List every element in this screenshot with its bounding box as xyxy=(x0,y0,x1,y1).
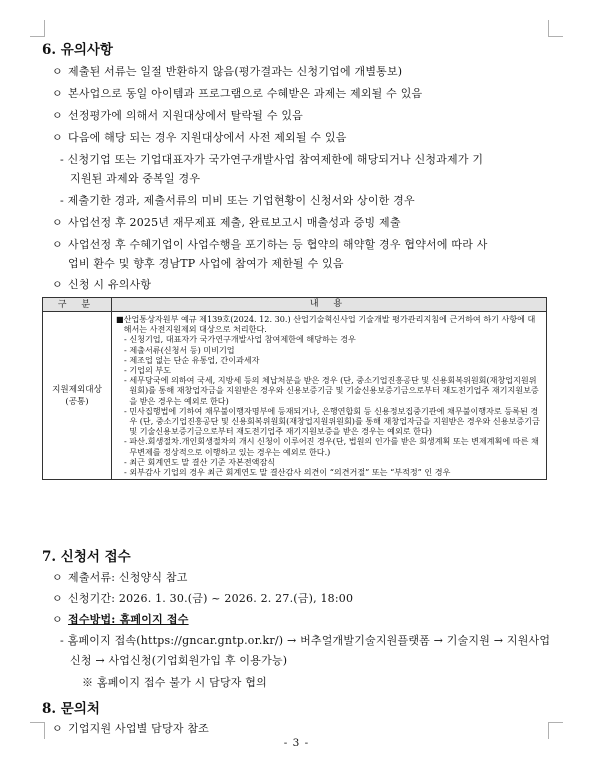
section-8-title: 8. 문의처 xyxy=(42,701,100,717)
bullet: ㅇ xyxy=(52,722,63,735)
content-cell xyxy=(112,312,547,480)
table-header-row xyxy=(43,298,547,312)
note: ※ 홈페이지 접수 불가 시 담당자 협의 xyxy=(82,676,267,689)
list-item: - 세무당국에 의하여 국세, 지방세 등의 체납처분을 받은 경우 (단, 중소기업진흥공단 및 신용회복위원회(재창업지원위원회)를 통해 재창업자금을 지원받은 경우와 신용보증기금 및 기술신용보증기금으로부터 재도전기업주 재기지원보증을 받은 경우는 예외로 한다) xyxy=(124,375,539,406)
bullet: ㅇ xyxy=(52,65,63,78)
list-item: ㅇ 제출된 서류는 일절 반환하지 않음(평가결과는 신청기업에 개별통보) xyxy=(52,65,403,78)
section-6-title: 6. 유의사항 xyxy=(42,42,113,58)
bullet: ㅇ xyxy=(52,87,63,100)
crop-mark-top-left xyxy=(30,20,45,37)
bullet: ㅇ xyxy=(52,278,63,291)
bullet: ㅇ xyxy=(52,238,63,251)
category-cell: 지원제외대상 (공통) xyxy=(43,312,112,480)
bullet: ㅇ xyxy=(52,131,63,144)
exclusion-table xyxy=(42,297,547,480)
bullet: ㅇ xyxy=(52,571,63,584)
list-item: - 기업의 부도 xyxy=(124,365,171,376)
square-bullet-icon: ■ xyxy=(116,314,124,324)
list-item: - 외부감사 기업의 경우 최근 회계연도 말 결산감사 의견이 “의견거절” 또는 “부적정” 인 경우 xyxy=(124,467,451,478)
list-item: ㅇ 사업선정 후 수혜기업이 사업수행을 포기하는 등 협약의 해약할 경우 협약서에 따라 사 xyxy=(52,238,488,251)
section-7-title: 7. 신청서 접수 xyxy=(42,549,131,565)
list-item: - 제출서류(신청서 등) 미비기업 xyxy=(124,344,235,355)
list-item-continuation: 업비 환수 및 향후 경남TP 사업에 참여가 제한될 수 있음 xyxy=(68,257,344,270)
bullet: ㅇ xyxy=(52,613,63,626)
list-item: - 신청기업, 대표자가 국가연구개발사업 참여제한에 해당하는 경우 xyxy=(124,334,356,345)
sub-item-continuation: 신청 → 사업신청(기업회원가입 후 이용가능) xyxy=(70,654,288,667)
list-item: - 민사집행법에 기하여 채무불이행자명부에 등재되거나, 은행연합회 등 신용정보집중기관에 채무불이행자로 등록된 경우 (단, 중소기업진흥공단 및 신용회복위원회(재창업지원위원회)를 통해 재창업자금을 지원받은 경우와 신용보증기금 및 기술신용보증기금으로부터 재도전기업주 재기지원보증을 받은 경우는 예외로 한다) xyxy=(124,405,540,437)
sub-item: - 홈페이지 접속(https://gncar.gntp.or.kr/) → 버추얼개발기술지원플랫폼 → 기술지원 → 지원사업 xyxy=(60,634,551,647)
list-item: ㅇ 선정평가에 의해서 지원대상에서 탈락될 수 있음 xyxy=(52,109,304,122)
bullet: ㅇ xyxy=(52,109,63,122)
sub-item: - 신청기업 또는 기업대표자가 국가연구개발사업 참여제한에 해당되거나 신청과제가 기 xyxy=(60,153,484,166)
crop-mark-top-right xyxy=(548,20,563,37)
table-row xyxy=(43,312,547,480)
intro-paragraph: ■ 산업통상자원부 예규 제139호(2024. 12. 30.) 산업기술혁신사업 기술개발 평가관리지침에 근거하여 하기 사항에 대해서는 사전지원제외 대상으로 처리한다. xyxy=(116,314,536,335)
list-item: ㅇ 접수방법: 홈페이지 접수 xyxy=(52,613,189,626)
header-content: 내 용 xyxy=(112,298,547,312)
list-item: ㅇ 다음에 해당 되는 경우 지원대상에서 사전 제외될 수 있음 xyxy=(52,131,347,144)
bullet: ㅇ xyxy=(52,216,63,229)
list-item: ㅇ 제출서류: 신청양식 참고 xyxy=(52,571,188,584)
list-item: ㅇ 본사업으로 동일 아이템과 프로그램으로 수혜받은 과제는 제외될 수 있음 xyxy=(52,87,423,100)
header-category: 구 분 xyxy=(43,298,112,312)
list-item: - 최근 회계연도 말 결산 기준 자본전액잠식 xyxy=(124,456,276,467)
list-item: - 파산․회생절차․개인회생절차의 개시 신청이 이루어진 경우(단, 법원의 인가를 받은 회생계획 또는 변제계획에 따른 채무변제를 정상적으로 이행하고 있는 경우는 예외로 한다.) xyxy=(124,436,539,457)
list-item: ㅇ 신청 시 유의사항 xyxy=(52,278,152,291)
list-item: ㅇ 기업지원 사업별 담당자 참조 xyxy=(52,722,210,735)
bullet: ㅇ xyxy=(52,592,63,605)
sub-item: - 제출기한 경과, 제출서류의 미비 또는 기업현황이 신청서와 상이한 경우 xyxy=(60,194,415,207)
list-item: - 제조업 없는 단순 유통업, 간이과세자 xyxy=(124,354,260,365)
list-item: ㅇ 사업선정 후 2025년 재무제표 제출, 완료보고시 매출성과 증빙 제출 xyxy=(52,216,401,229)
list-item: ㅇ 신청기간: 2026. 1. 30.(금) ~ 2026. 2. 27.(금), 18:00 xyxy=(52,592,354,605)
page-number: - 3 - xyxy=(283,737,310,749)
sub-item-continuation: 지원된 과제와 중복일 경우 xyxy=(70,172,201,185)
